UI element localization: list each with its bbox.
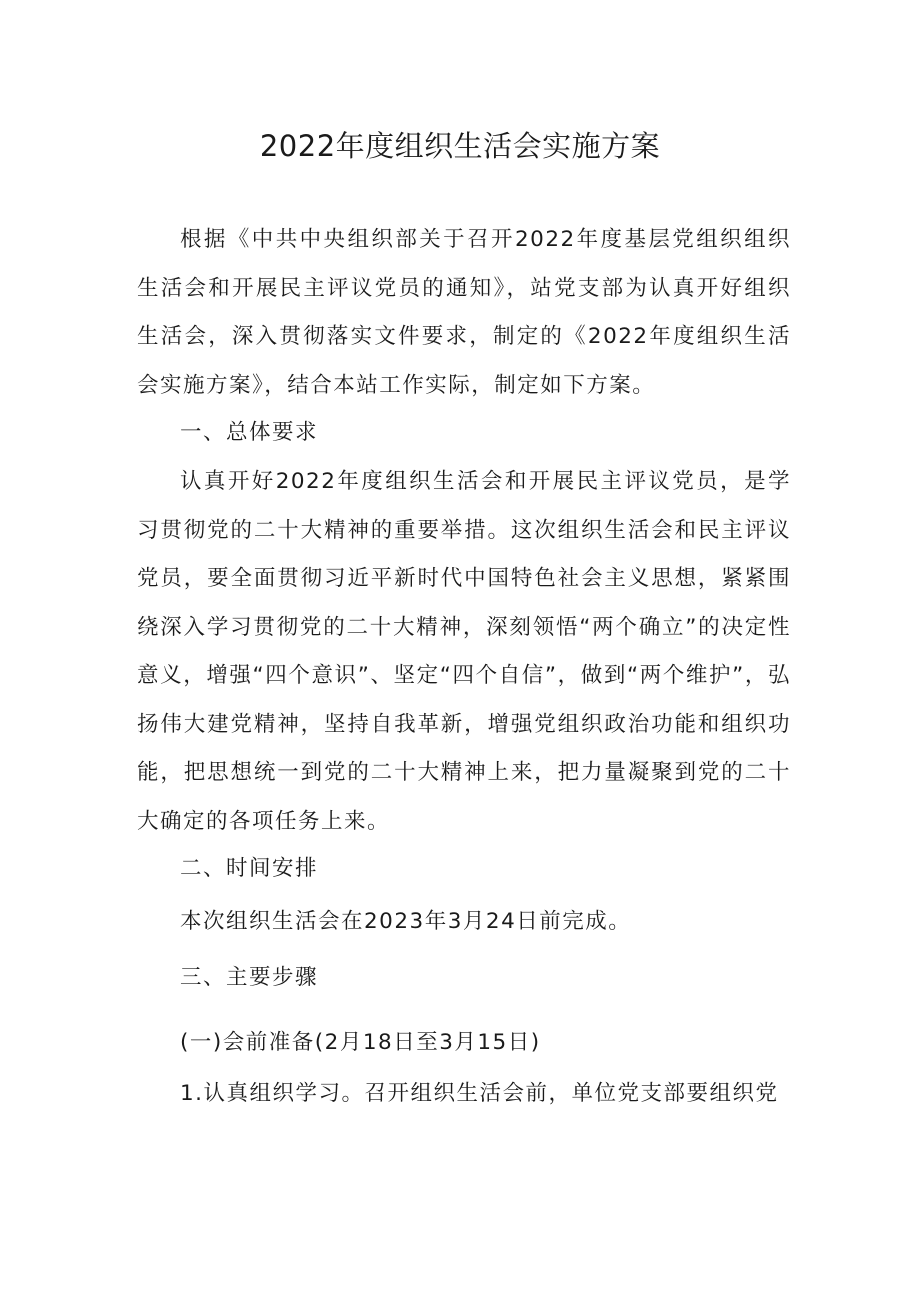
general-requirements-paragraph: 认真开好2022年度组织生活会和开展民主评议党员，是学习贯彻党的二十大精神的重要举措。这次组织生活会和民主评议党员，要全面贯彻习近平新时代中国特色社会主义思想，紧紧围绕深入学习贯彻党的二十大精神，深刻领悟“两个确立”的决定性意义，增强“四个意识”、坚定“四个自信”，做到“两个维护”，弘扬伟大建党精神，坚持自我革新，增强党组织政治功能和组织功能，把思想统一到党的二十大精神上来，把力量凝聚到党的二十大确定的各项任务上来。 bbox=[137, 469, 791, 834]
section-heading-schedule: 二、时间安排 bbox=[180, 856, 319, 881]
intro-paragraph: 根据《中共中央组织部关于召开2022年度基层党组织组织生活会和开展民主评议党员的通知》，站党支部为认真开好组织生活会，深入贯彻落实文件要求，制定的《2022年度组织生活会实施方案》，结合本站工作实际，制定如下方案。 bbox=[137, 227, 791, 398]
list-item-study: 1.认真组织学习。召开组织生活会前，单位党支部要组织党 bbox=[180, 1081, 779, 1106]
subsection-heading-preparation: (一)会前准备(2月18日至3月15日) bbox=[180, 1030, 541, 1055]
document-title: 2022年度组织生活会实施方案 bbox=[259, 129, 661, 163]
section-heading-general-requirements: 一、总体要求 bbox=[180, 420, 319, 445]
schedule-paragraph: 本次组织生活会在2023年3月24日前完成。 bbox=[180, 909, 632, 934]
section-heading-main-steps: 三、主要步骤 bbox=[180, 965, 319, 990]
